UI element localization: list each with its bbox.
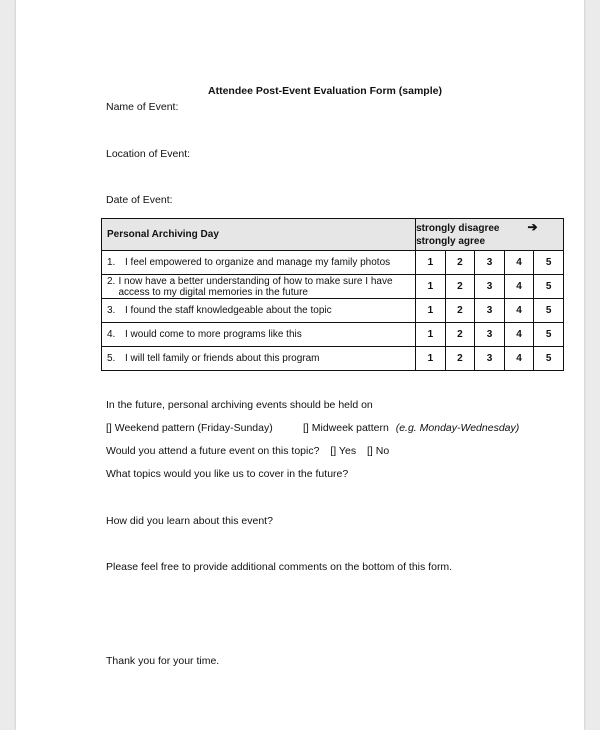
statement-number: 5.: [107, 353, 116, 364]
statement-text: I will tell family or friends about this program: [125, 353, 320, 364]
midweek-option[interactable]: [303, 422, 519, 435]
statement-number: 1.: [107, 257, 116, 268]
rating-cell-2[interactable]: 2: [445, 251, 475, 275]
table-header-row: [102, 219, 564, 251]
table-row: [102, 251, 564, 275]
table-row: [102, 347, 564, 371]
rating-cell-2[interactable]: 2: [445, 275, 475, 299]
rating-cell-4[interactable]: 4: [504, 347, 534, 371]
rating-cell-3[interactable]: 3: [475, 347, 505, 371]
attend-future-text: Would you attend a future event on this topic?: [106, 445, 320, 457]
topics-question: What topics would you like us to cover in the future?: [106, 468, 349, 480]
rating-cell-3[interactable]: 3: [475, 275, 505, 299]
table-row: [102, 275, 564, 299]
name-of-event-label: Name of Event:: [106, 101, 179, 113]
statement-cell: [102, 323, 416, 347]
table-row: [102, 299, 564, 323]
statement-number: 4.: [107, 329, 116, 340]
rating-cell-3[interactable]: 3: [475, 251, 505, 275]
rating-cell-5[interactable]: 5: [534, 299, 564, 323]
rating-cell-5[interactable]: 5: [534, 323, 564, 347]
scale-header: [416, 219, 564, 251]
rating-cell-4[interactable]: 4: [504, 299, 534, 323]
midweek-option-label: [] Midweek pattern: [303, 422, 389, 434]
date-of-event-label: Date of Event:: [106, 194, 173, 206]
statement-cell: [102, 275, 416, 299]
rating-cell-1[interactable]: 1: [416, 299, 446, 323]
table-row: [102, 323, 564, 347]
scale-label-agree: strongly agree: [416, 236, 486, 247]
rating-cell-3[interactable]: 3: [475, 299, 505, 323]
form-title: Attendee Post-Event Evaluation Form (sample): [208, 85, 442, 97]
rating-cell-1[interactable]: 1: [416, 251, 446, 275]
weekend-option[interactable]: [] Weekend pattern (Friday-Sunday): [106, 422, 273, 434]
comments-prompt: Please feel free to provide additional comments on the bottom of this form.: [106, 561, 453, 573]
location-of-event-label: Location of Event:: [106, 148, 191, 160]
statement-text: I would come to more programs like this: [125, 329, 302, 340]
statement-number: 3.: [107, 305, 116, 316]
rating-cell-5[interactable]: 5: [534, 347, 564, 371]
how-learn-question: How did you learn about this event?: [106, 515, 273, 527]
arrow-right-icon: ➔: [527, 220, 538, 234]
document-page: [16, 0, 584, 730]
rating-cell-1[interactable]: 1: [416, 347, 446, 371]
rating-cell-2[interactable]: 2: [445, 323, 475, 347]
rating-cell-5[interactable]: 5: [534, 275, 564, 299]
rating-cell-2[interactable]: 2: [445, 299, 475, 323]
scale-label-disagree: strongly disagree: [416, 223, 500, 234]
rating-cell-1[interactable]: 1: [416, 323, 446, 347]
thank-you-text: Thank you for your time.: [106, 655, 220, 667]
rating-cell-5[interactable]: 5: [534, 251, 564, 275]
statement-cell: [102, 251, 416, 275]
statement-text: I now have a better understanding of how to make sure I have access to my digital memories in the future: [118, 275, 393, 298]
rating-cell-3[interactable]: 3: [475, 323, 505, 347]
statement-text: I found the staff knowledgeable about the topic: [125, 305, 332, 316]
future-events-question: In the future, personal archiving events should be held on: [106, 399, 373, 411]
statement-cell: [102, 347, 416, 371]
yes-option[interactable]: [] Yes: [330, 445, 357, 457]
rating-cell-1[interactable]: 1: [416, 275, 446, 299]
statement-cell: [102, 299, 416, 323]
evaluation-table: [101, 218, 564, 371]
rating-cell-4[interactable]: 4: [504, 275, 534, 299]
midweek-example: (e.g. Monday-Wednesday): [395, 422, 520, 434]
statement-text: I feel empowered to organize and manage my family photos: [125, 257, 391, 268]
rating-cell-4[interactable]: 4: [504, 323, 534, 347]
no-option[interactable]: [] No: [367, 445, 390, 457]
rating-cell-4[interactable]: 4: [504, 251, 534, 275]
attend-future-question: [106, 445, 389, 458]
statement-number: 2.: [107, 275, 116, 287]
rating-cell-2[interactable]: 2: [445, 347, 475, 371]
table-header-label: Personal Archiving Day: [102, 219, 416, 251]
